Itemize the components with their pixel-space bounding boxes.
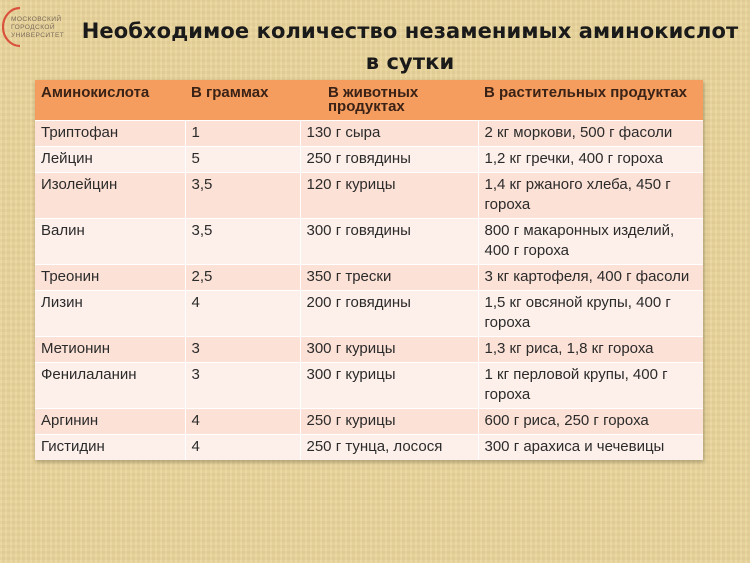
- cell-grams: 3: [185, 363, 300, 409]
- table-row: [35, 337, 703, 363]
- table-row: [35, 173, 703, 219]
- header-grams: В граммах: [185, 80, 300, 121]
- title-line-2: в сутки: [365, 50, 455, 74]
- header-plant-products: В растительных продуктах: [478, 80, 703, 121]
- cell-plant-products: 300 г арахиса и чечевицы: [478, 435, 703, 461]
- logo-text-line: МОСКОВСКИЙ: [11, 16, 62, 23]
- table-row: [35, 363, 703, 409]
- cell-plant-products: 600 г риса, 250 г гороха: [478, 409, 703, 435]
- table-row: [35, 147, 703, 173]
- cell-animal-products: 250 г курицы: [300, 409, 478, 435]
- cell-plant-products: 1 кг перловой крупы, 400 г гороха: [478, 363, 703, 409]
- table-row: [35, 291, 703, 337]
- table-row: [35, 121, 703, 147]
- cell-amino-acid: Лизин: [35, 291, 185, 337]
- cell-animal-products: 120 г курицы: [300, 173, 478, 219]
- table-row: [35, 409, 703, 435]
- amino-acid-table-container: [35, 80, 703, 460]
- cell-amino-acid: Фенилаланин: [35, 363, 185, 409]
- cell-animal-products: 250 г говядины: [300, 147, 478, 173]
- cell-animal-products: 300 г курицы: [300, 337, 478, 363]
- cell-amino-acid: Триптофан: [35, 121, 185, 147]
- cell-grams: 3,5: [185, 219, 300, 265]
- table-row: [35, 265, 703, 291]
- cell-grams: 2,5: [185, 265, 300, 291]
- cell-amino-acid: Метионин: [35, 337, 185, 363]
- table-header-row: [35, 80, 703, 121]
- cell-amino-acid: Лейцин: [35, 147, 185, 173]
- cell-animal-products: 130 г сыра: [300, 121, 478, 147]
- cell-plant-products: 800 г макаронных изделий, 400 г гороха: [478, 219, 703, 265]
- cell-animal-products: 350 г трески: [300, 265, 478, 291]
- cell-grams: 3: [185, 337, 300, 363]
- title-line-1: Необходимое количество незаменимых аминокислот: [81, 19, 739, 43]
- cell-plant-products: 1,3 кг риса, 1,8 кг гороха: [478, 337, 703, 363]
- cell-grams: 3,5: [185, 173, 300, 219]
- cell-animal-products: 250 г тунца, лосося: [300, 435, 478, 461]
- cell-amino-acid: Изолейцин: [35, 173, 185, 219]
- cell-grams: 4: [185, 409, 300, 435]
- table-row: [35, 435, 703, 461]
- cell-animal-products: 300 г курицы: [300, 363, 478, 409]
- cell-amino-acid: Аргинин: [35, 409, 185, 435]
- cell-amino-acid: Гистидин: [35, 435, 185, 461]
- cell-grams: 4: [185, 291, 300, 337]
- cell-plant-products: 1,5 кг овсяной крупы, 400 г гороха: [478, 291, 703, 337]
- cell-plant-products: 1,4 кг ржаного хлеба, 450 г гороха: [478, 173, 703, 219]
- header-amino-acid: Аминокислота: [35, 80, 185, 121]
- cell-plant-products: 2 кг моркови, 500 г фасоли: [478, 121, 703, 147]
- cell-animal-products: 200 г говядины: [300, 291, 478, 337]
- logo-text-line: ГОРОДСКОЙ: [11, 24, 56, 31]
- cell-grams: 5: [185, 147, 300, 173]
- amino-acid-table: [35, 80, 703, 460]
- cell-animal-products: 300 г говядины: [300, 219, 478, 265]
- header-animal-products: В животных продуктах: [300, 80, 478, 121]
- cell-amino-acid: Треонин: [35, 265, 185, 291]
- table-row: [35, 219, 703, 265]
- cell-grams: 1: [185, 121, 300, 147]
- cell-grams: 4: [185, 435, 300, 461]
- logo-text-line: УНИВЕРСИТЕТ: [11, 32, 65, 39]
- cell-amino-acid: Валин: [35, 219, 185, 265]
- cell-plant-products: 3 кг картофеля, 400 г фасоли: [478, 265, 703, 291]
- cell-plant-products: 1,2 кг гречки, 400 г гороха: [478, 147, 703, 173]
- page-title: [70, 16, 750, 78]
